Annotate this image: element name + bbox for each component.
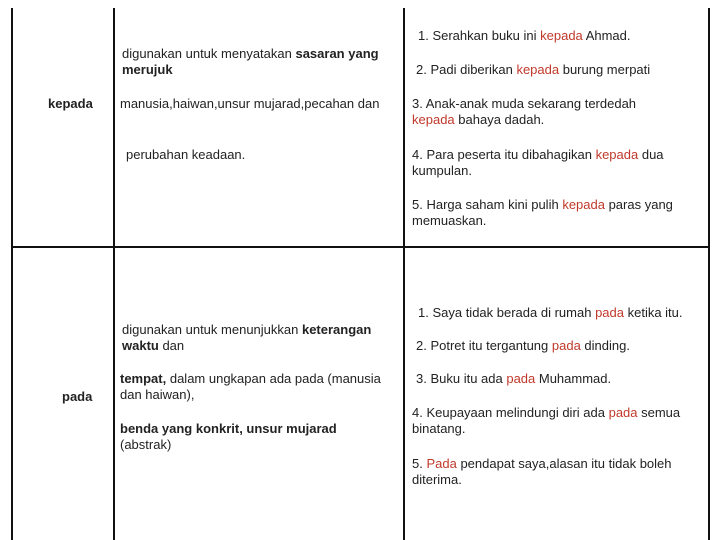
example-kepada-5: 5. Harga saham kini pulih kepada paras yang memuaskan. — [412, 197, 673, 228]
usage-pada-line2: tempat, dalam ungkapan ada pada (manusia dan haiwan), — [120, 371, 381, 402]
usage-pada-line1: digunakan untuk menunjukkan keterangan waktu dan — [122, 322, 372, 353]
usage-kepada-line2: manusia,haiwan,unsur mujarad,pecahan dan — [120, 96, 380, 111]
usage-kepada-line1: digunakan untuk menyatakan sasaran yang merujuk — [122, 46, 379, 77]
column-divider-2 — [403, 8, 405, 540]
word-pada: pada — [62, 389, 93, 404]
usage-kepada-line3: perubahan keadaan. — [126, 147, 246, 162]
example-pada-4: 4. Keupayaan melindungi diri ada pada semua binatang. — [412, 405, 681, 436]
example-kepada-4: 4. Para peserta itu dibahagikan kepada dua kumpulan. — [412, 147, 664, 178]
example-kepada-1: 1. Serahkan buku ini kepada Ahmad. — [418, 28, 631, 43]
example-pada-2: 2. Potret itu tergantung pada dinding. — [416, 338, 630, 353]
left-border — [11, 8, 13, 540]
usage-pada-line3: benda yang konkrit, unsur mujarad (abstrak) — [120, 421, 337, 452]
example-kepada-3: 3. Anak-anak muda sekarang terdedah kepada bahaya dadah. — [412, 96, 637, 127]
example-pada-1: 1. Saya tidak berada di rumah pada ketika itu. — [418, 305, 683, 320]
example-pada-3: 3. Buku itu ada pada Muhammad. — [416, 371, 612, 386]
right-border — [708, 8, 710, 540]
column-divider-1 — [113, 8, 115, 540]
example-kepada-2: 2. Padi diberikan kepada burung merpati — [416, 62, 651, 77]
word-kepada: kepada — [48, 96, 93, 111]
example-pada-5: 5. Pada pendapat saya,alasan itu tidak boleh diterima. — [412, 456, 672, 487]
row-divider — [11, 246, 710, 248]
